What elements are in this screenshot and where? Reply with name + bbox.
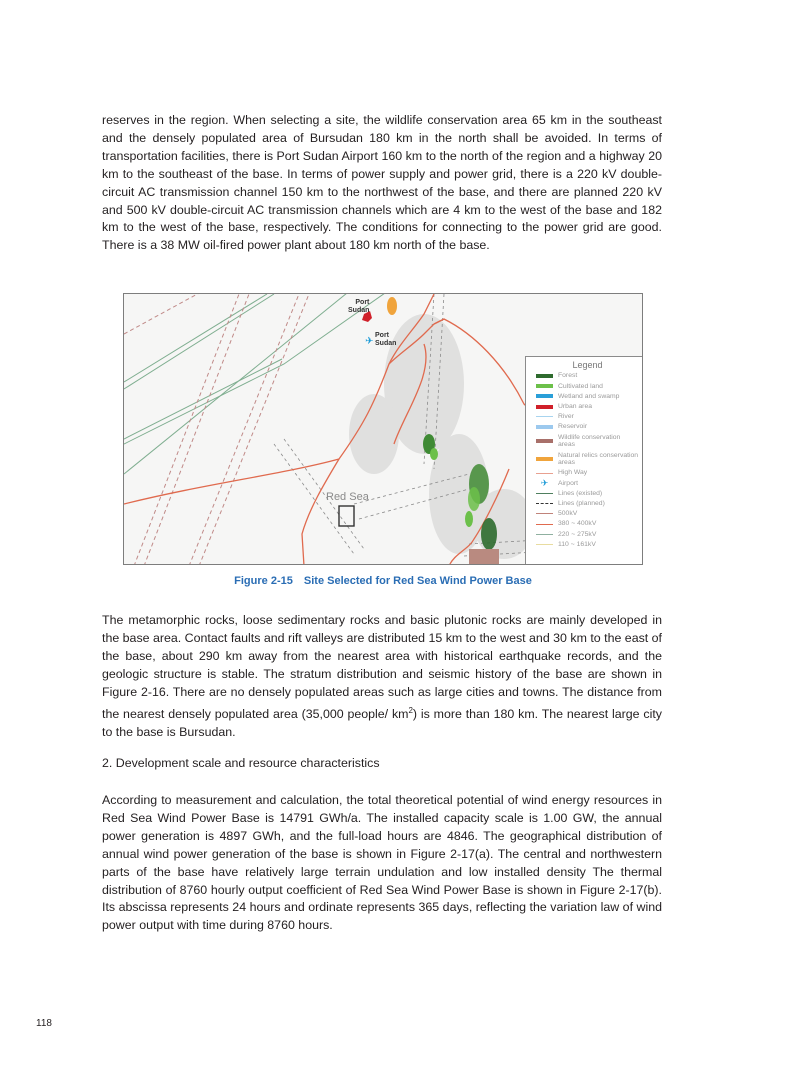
legend-item: [536, 432, 639, 450]
site-map-figure: [123, 293, 643, 565]
legend-swatch: [536, 416, 553, 417]
legend-label: Reservoir: [558, 423, 588, 431]
legend-label: 110 ~ 161kV: [558, 540, 596, 548]
legend-item: [536, 381, 639, 391]
geology-text-a: The metamorphic rocks, loose sedimentary rocks and basic plutonic rocks are mainly developed in the base area. Contact faults and rift valleys are distributed 15 km to the west and 30 km to the east of the base, about 290 km away from the nearest area with historical earthquake records, and the geologic structure is stable. The stratum distribution and seismic history of the base are shown in Figure 2-16. There are no densely populated areas such as large cities and towns. The distance from the nearest densely populated area (35,000 people/ km: [102, 613, 662, 721]
planned-500kv-lines: [124, 294, 309, 565]
legend-swatch: [536, 374, 553, 378]
legend-swatch: [536, 457, 553, 461]
legend-swatch: [536, 439, 553, 443]
legend-items: [536, 371, 639, 550]
wildlife-conservation-area: [469, 549, 499, 565]
legend-item: [536, 499, 639, 509]
legend-item: [536, 529, 639, 539]
legend-swatch: [536, 524, 553, 525]
legend-label: Lines (existed): [558, 489, 603, 497]
legend-item: [536, 422, 639, 432]
legend-label: Lines (planned): [558, 500, 605, 508]
legend-label: 380 ~ 400kV: [558, 520, 597, 528]
legend-label: Forest: [558, 372, 578, 380]
map-legend: [525, 356, 643, 565]
legend-item: [536, 478, 639, 488]
legend-swatch: [536, 544, 553, 545]
superscript: 2: [408, 705, 413, 715]
page-number: 118: [36, 1018, 52, 1029]
legend-swatch: [536, 473, 553, 474]
airport-icon: ✈: [540, 478, 549, 489]
city-label-line1: Port: [355, 299, 370, 306]
legend-title: Legend: [572, 360, 603, 370]
legend-item: [536, 509, 639, 519]
legend-label: River: [558, 413, 574, 421]
legend-item: [536, 519, 639, 529]
legend-swatch: [536, 513, 553, 514]
legend-item: [536, 371, 639, 381]
figure-caption: [123, 575, 643, 587]
body-paragraph-development-scale: According to measurement and calculation, the total theoretical potential of wind energy resources in Red Sea Wind Power Base is 14791 GWh/a. The installed capacity scale is 1.00 GW, the annual power generation is 4897 GWh, and the full-load hours are 4846. The geographical distribution of annual wind power generation of the base is shown in Figure 2-17(a). The central and northwestern parts of the base have relatively large terrain undulation and low installed density The thermal distribution of 8760 hourly output coefficient of Red Sea Wind Power Base is shown in Figure 2-17(b). Its abscissa represents 24 hours and ordinate represents 365 days, reflecting the variation law of wind power output with time during 8760 hours.: [102, 793, 662, 933]
natural-relics-area: [387, 297, 397, 315]
legend-label: 220 ~ 275kV: [558, 530, 597, 538]
legend-label: Wetland and swamp: [558, 392, 620, 400]
figure-title: Site Selected for Red Sea Wind Power Base: [303, 575, 532, 587]
label-red-sea: Red Sea: [326, 491, 369, 503]
legend-swatch: [536, 425, 553, 429]
legend-item: [536, 450, 639, 468]
body-paragraph-site-selection: reserves in the region. When selecting a site, the wildlife conservation area 65 km in the southeast and the densely populated area of Bursudan 180 km in the north shall be avoided. In terms of transportation facilities, there is Port Sudan Airport 160 km to the north of the region and a highway 20 km to the southeast of the base. In terms of power supply and power grid, there is a 220 kV double-circuit AC transmission channel 150 km to the northwest of the base, and there are planned 220 kV and 500 kV double-circuit AC transmission channels which are 4 km to the west of the base and 182 km to the west of the base, respectively. The conditions for connecting to the power grid are good. There is a 38 MW oil-fired power plant about 180 km north of the base.: [102, 113, 662, 253]
body-paragraph-geology: [102, 612, 662, 741]
airport-label-line1: Port: [375, 332, 389, 339]
legend-item: [536, 468, 639, 478]
legend-swatch: [536, 493, 553, 494]
airport-label-line2: Sudan: [375, 340, 397, 347]
airport-icon: ✈: [365, 336, 374, 347]
legend-label: Urban area: [558, 402, 593, 410]
legend-label: Airport: [558, 479, 579, 487]
legend-item: [536, 412, 639, 422]
legend-item: [536, 539, 639, 549]
legend-item: [536, 391, 639, 401]
label-port-sudan-city: [348, 299, 369, 315]
legend-swatch: [536, 479, 553, 487]
label-port-sudan-airport: [375, 332, 396, 348]
legend-label: Cultivated land: [558, 382, 603, 390]
legend-swatch: [536, 503, 553, 504]
legend-label: Wildlife conservation areas: [558, 433, 621, 449]
legend-label: Natural relics conservation areas: [558, 451, 639, 467]
city-label-line2: Sudan: [348, 307, 370, 314]
figure-number: Figure 2-15: [234, 575, 293, 587]
legend-item: [536, 489, 639, 499]
terrain-shading: [349, 314, 534, 559]
geology-text-b: ) is more than 180 km. The nearest large city to the base is Bursudan.: [102, 706, 662, 739]
selected-site-box: [339, 506, 354, 526]
legend-label: 500kV: [558, 510, 578, 518]
legend-swatch: [536, 405, 553, 409]
legend-swatch: [536, 384, 553, 388]
legend-swatch: [536, 534, 553, 535]
section-heading: 2. Development scale and resource characteristics: [102, 756, 380, 770]
legend-label: High Way: [558, 469, 588, 477]
legend-item: [536, 402, 639, 412]
legend-swatch: [536, 394, 553, 398]
